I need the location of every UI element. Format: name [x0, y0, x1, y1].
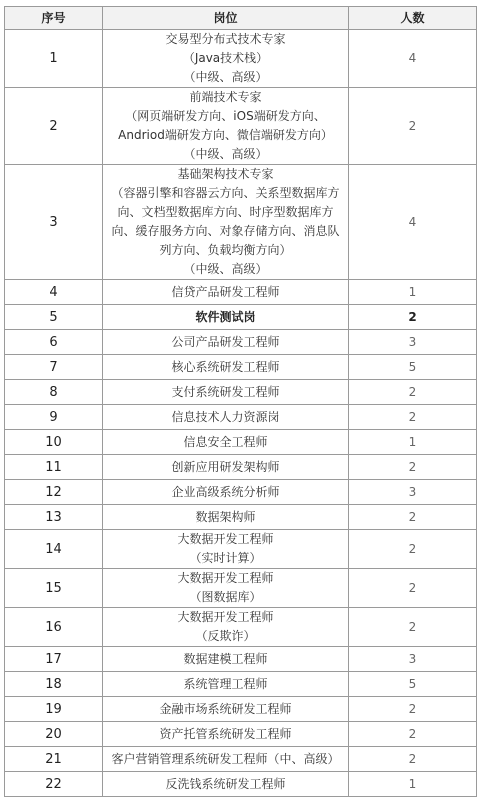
position-line: 资产托管系统研发工程师 — [159, 726, 292, 741]
headcount-cell: 2 — [349, 455, 477, 480]
headcount-cell: 2 — [349, 722, 477, 747]
position-cell — [103, 380, 349, 405]
header-no: 序号 — [5, 7, 103, 30]
position-line: 核心系统研发工程师 — [171, 359, 280, 374]
position-line: 大数据开发工程师 — [177, 532, 274, 546]
table-row — [5, 380, 477, 405]
header-count: 人数 — [349, 7, 477, 30]
table-row — [5, 430, 477, 455]
table-row — [5, 530, 477, 569]
position-cell — [103, 697, 349, 722]
table-row — [5, 30, 477, 88]
headcount-cell: 2 — [349, 405, 477, 430]
row-number: 3 — [5, 165, 103, 280]
position-line: （Java技术栈） — [182, 51, 269, 65]
headcount-cell: 2 — [349, 305, 477, 330]
headcount-cell: 2 — [349, 380, 477, 405]
table-row — [5, 672, 477, 697]
headcount-cell: 3 — [349, 330, 477, 355]
headcount-cell: 2 — [349, 505, 477, 530]
position-line: 向、文档型数据库方向、时序型数据库方 — [117, 205, 334, 219]
position-cell — [103, 530, 349, 569]
row-number: 15 — [5, 569, 103, 608]
row-number: 19 — [5, 697, 103, 722]
table-row — [5, 772, 477, 797]
table-header-row — [5, 7, 477, 30]
position-line: 企业高级系统分析师 — [171, 484, 280, 499]
headcount-cell: 2 — [349, 569, 477, 608]
position-line: 公司产品研发工程师 — [171, 334, 280, 349]
row-number: 21 — [5, 747, 103, 772]
row-number: 2 — [5, 88, 103, 165]
position-line: 大数据开发工程师 — [177, 571, 274, 585]
row-number: 9 — [5, 405, 103, 430]
position-line: （实时计算） — [189, 551, 262, 565]
table-row — [5, 722, 477, 747]
position-line: 数据架构师 — [195, 509, 256, 524]
position-line: 客户营销管理系统研发工程师（中、高级） — [111, 751, 340, 766]
headcount-cell: 2 — [349, 608, 477, 647]
position-line: 向、缓存服务方向、对象存储方向、消息队 — [111, 224, 340, 238]
position-line: （图数据库） — [189, 590, 262, 604]
position-line: （中级、高级） — [183, 70, 268, 84]
row-number: 1 — [5, 30, 103, 88]
headcount-cell: 5 — [349, 355, 477, 380]
position-cell — [103, 480, 349, 505]
position-line: 信息技术人力资源岗 — [171, 409, 280, 424]
position-cell — [103, 330, 349, 355]
position-cell — [103, 505, 349, 530]
position-line: （反欺诈） — [195, 629, 256, 643]
table-row — [5, 305, 477, 330]
position-line: 信贷产品研发工程师 — [171, 284, 280, 299]
table-row — [5, 505, 477, 530]
position-line: 交易型分布式技术专家 — [165, 32, 286, 46]
header-position: 岗位 — [103, 7, 349, 30]
row-number: 4 — [5, 280, 103, 305]
position-line: 支付系统研发工程师 — [171, 384, 280, 399]
position-line: Andriod端研发方向、微信端研发方向） — [118, 128, 333, 142]
row-number: 11 — [5, 455, 103, 480]
headcount-cell: 2 — [349, 697, 477, 722]
position-line: 大数据开发工程师 — [177, 610, 274, 624]
table-row — [5, 88, 477, 165]
position-line: 前端技术专家 — [189, 90, 262, 104]
position-line: 反洗钱系统研发工程师 — [165, 776, 286, 791]
table-body — [5, 30, 477, 797]
table-row — [5, 165, 477, 280]
table-row — [5, 405, 477, 430]
position-line: 信息安全工程师 — [183, 434, 268, 449]
position-line: （容器引擎和容器云方向、关系型数据库方 — [111, 186, 340, 200]
position-cell — [103, 722, 349, 747]
headcount-cell: 1 — [349, 430, 477, 455]
position-cell — [103, 647, 349, 672]
row-number: 12 — [5, 480, 103, 505]
headcount-cell: 4 — [349, 30, 477, 88]
position-cell — [103, 772, 349, 797]
table-row — [5, 455, 477, 480]
job-table — [4, 6, 477, 797]
row-number: 20 — [5, 722, 103, 747]
position-line: 列方向、负载均衡方向） — [159, 243, 292, 257]
position-line: 数据建模工程师 — [183, 651, 268, 666]
headcount-cell: 1 — [349, 280, 477, 305]
table-row — [5, 697, 477, 722]
position-cell — [103, 747, 349, 772]
row-number: 5 — [5, 305, 103, 330]
position-cell — [103, 305, 349, 330]
position-cell — [103, 608, 349, 647]
row-number: 8 — [5, 380, 103, 405]
position-cell — [103, 30, 349, 88]
table-row — [5, 280, 477, 305]
position-line: （中级、高级） — [183, 262, 268, 276]
position-line: （网页端研发方向、iOS端研发方向、 — [125, 109, 326, 123]
table-row — [5, 647, 477, 672]
table-row — [5, 355, 477, 380]
headcount-cell: 2 — [349, 88, 477, 165]
position-line: 软件测试岗 — [195, 309, 256, 324]
table-row — [5, 330, 477, 355]
position-line: 基础架构技术专家 — [177, 167, 274, 181]
position-cell — [103, 455, 349, 480]
headcount-cell: 1 — [349, 772, 477, 797]
position-cell — [103, 569, 349, 608]
row-number: 6 — [5, 330, 103, 355]
headcount-cell: 4 — [349, 165, 477, 280]
row-number: 17 — [5, 647, 103, 672]
headcount-cell: 5 — [349, 672, 477, 697]
position-cell — [103, 88, 349, 165]
position-line: （中级、高级） — [183, 147, 268, 161]
row-number: 14 — [5, 530, 103, 569]
table-row — [5, 747, 477, 772]
table-row — [5, 480, 477, 505]
position-cell — [103, 672, 349, 697]
position-line: 系统管理工程师 — [183, 676, 268, 691]
row-number: 18 — [5, 672, 103, 697]
row-number: 22 — [5, 772, 103, 797]
position-cell — [103, 430, 349, 455]
headcount-cell: 2 — [349, 747, 477, 772]
position-cell — [103, 280, 349, 305]
position-cell — [103, 405, 349, 430]
table-row — [5, 569, 477, 608]
headcount-cell: 3 — [349, 480, 477, 505]
row-number: 7 — [5, 355, 103, 380]
row-number: 13 — [5, 505, 103, 530]
headcount-cell: 3 — [349, 647, 477, 672]
position-cell — [103, 355, 349, 380]
headcount-cell: 2 — [349, 530, 477, 569]
row-number: 16 — [5, 608, 103, 647]
position-line: 金融市场系统研发工程师 — [159, 701, 292, 716]
table-row — [5, 608, 477, 647]
position-cell — [103, 165, 349, 280]
position-line: 创新应用研发架构师 — [171, 459, 280, 474]
row-number: 10 — [5, 430, 103, 455]
